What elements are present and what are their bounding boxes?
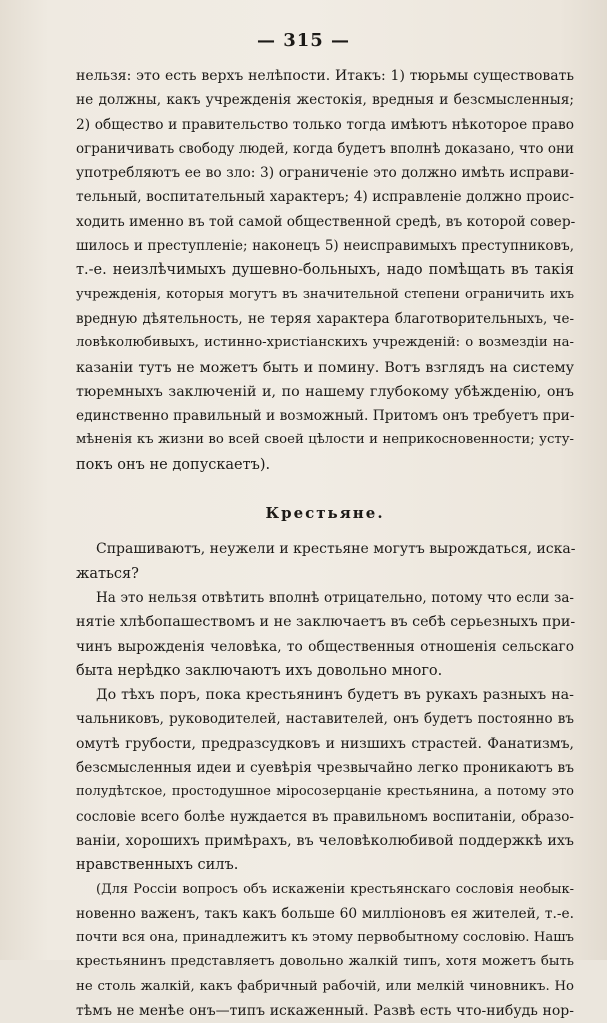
- paragraph-answer: [76, 586, 574, 683]
- text-line: сословіе всего болѣе нуждается въ правильномъ воспитаніи, образо-: [76, 805, 574, 829]
- text-line: 2) общество и правительство только тогда имѣютъ нѣкоторое право: [76, 113, 574, 137]
- text-line: быта нерѣдко заключаютъ ихъ довольно много.: [76, 659, 574, 683]
- spacer: [76, 477, 574, 501]
- text-line: тельный, воспитательный характеръ; 4) исправленіе должно проис-: [76, 185, 574, 209]
- text-line: не столь жалкій, какъ фабричный рабочій, или мелкій чиновникъ. Но: [76, 975, 574, 999]
- text-line: вредную дѣятельность, не теряя характера благотворительныхъ, че-: [76, 307, 574, 331]
- text-line: чинъ вырожденія человѣка, то общественныя отношенія сельскаго: [76, 635, 574, 659]
- text-line: т.-е. неизлѣчимыхъ душевно-больныхъ, надо помѣщать въ такія: [76, 258, 574, 282]
- text-line: учрежденія, которыя могутъ въ значительной степени ограничить ихъ: [76, 283, 574, 307]
- text-line: употребляютъ ее во зло: 3) ограниченіе это должно имѣть исправи-: [76, 161, 574, 185]
- paragraph-question: [76, 537, 574, 586]
- page-body: [76, 64, 574, 1023]
- text-line: чальниковъ, руководителей, наставителей, онъ будетъ постоянно въ: [76, 707, 574, 731]
- text-line: нельзя: это есть верхъ нелѣпости. Итакъ: 1) тюрьмы существовать: [76, 64, 574, 88]
- text-line: жаться?: [76, 562, 574, 586]
- text-line: полудѣтское, простодушное міросозерцаніе крестьянина, а потому это: [76, 780, 574, 804]
- text-line: мѣненія къ жизни во всей своей цѣлости и неприкосновенности; усту-: [76, 428, 574, 452]
- text-line: безсмысленныя идеи и суевѣрія чрезвычайно легко проникаютъ въ: [76, 756, 574, 780]
- text-line: казаніи тутъ не можетъ быть и помину. Вотъ взглядъ на систему: [76, 356, 574, 380]
- text-line: не должны, какъ учрежденія жестокія, вредныя и безсмысленныя;: [76, 88, 574, 112]
- text-line: На это нельзя отвѣтить вполнѣ отрицательно, потому что если за-: [76, 586, 574, 610]
- text-line: шилось и преступленіе; наконецъ 5) неисправимыхъ преступниковъ,: [76, 234, 574, 258]
- text-line: покъ онъ не допускаетъ).: [76, 453, 574, 477]
- text-line: нятіе хлѣбопашествомъ и не заключаетъ въ себѣ серьезныхъ при-: [76, 610, 574, 634]
- text-line: крестьянинъ представляетъ довольно жалкій типъ, хотя можетъ быть: [76, 950, 574, 974]
- paragraph-peasant-condition: [76, 683, 574, 877]
- text-line: почти вся она, принадлежитъ къ этому первобытному сословію. Нашъ: [76, 926, 574, 950]
- text-line: единственно правильный и возможный. Притомъ онъ требуетъ при-: [76, 404, 574, 428]
- text-line: ограничивать свободу людей, когда будетъ вполнѣ доказано, что они: [76, 137, 574, 161]
- text-line: нравственныхъ силъ.: [76, 853, 574, 877]
- text-line: тюремныхъ заключеній и, по нашему глубокому убѣжденію, онъ: [76, 380, 574, 404]
- page-number: — 315 —: [0, 30, 607, 51]
- section-heading: Крестьяне.: [76, 501, 574, 525]
- text-line: (Для Россіи вопросъ объ искаженіи крестьянскаго сословія необык-: [76, 878, 574, 902]
- text-line: новенно важенъ, такъ какъ больше 60 милліоновъ ея жителей, т.-е.: [76, 902, 574, 926]
- text-line: тѣмъ не менѣе онъ—типъ искаженный. Развѣ есть что-нибудь нор-: [76, 999, 574, 1023]
- paragraph-continuation: [76, 64, 574, 477]
- text-line: ловѣколюбивыхъ, истинно-христіанскихъ учрежденій: о возмездіи на-: [76, 331, 574, 355]
- spacer: [76, 525, 574, 537]
- text-line: До тѣхъ поръ, пока крестьянинъ будетъ въ рукахъ разныхъ на-: [76, 683, 574, 707]
- text-line: ходить именно въ той самой общественной средѣ, въ которой совер-: [76, 210, 574, 234]
- text-line: омутѣ грубости, предразсудковъ и низшихъ страстей. Фанатизмъ,: [76, 732, 574, 756]
- paragraph-russia: [76, 878, 574, 1023]
- text-line: ваніи, хорошихъ примѣрахъ, въ человѣколюбивой поддержкѣ ихъ: [76, 829, 574, 853]
- text-line: Спрашиваютъ, неужели и крестьяне могутъ вырождаться, иска-: [76, 537, 574, 561]
